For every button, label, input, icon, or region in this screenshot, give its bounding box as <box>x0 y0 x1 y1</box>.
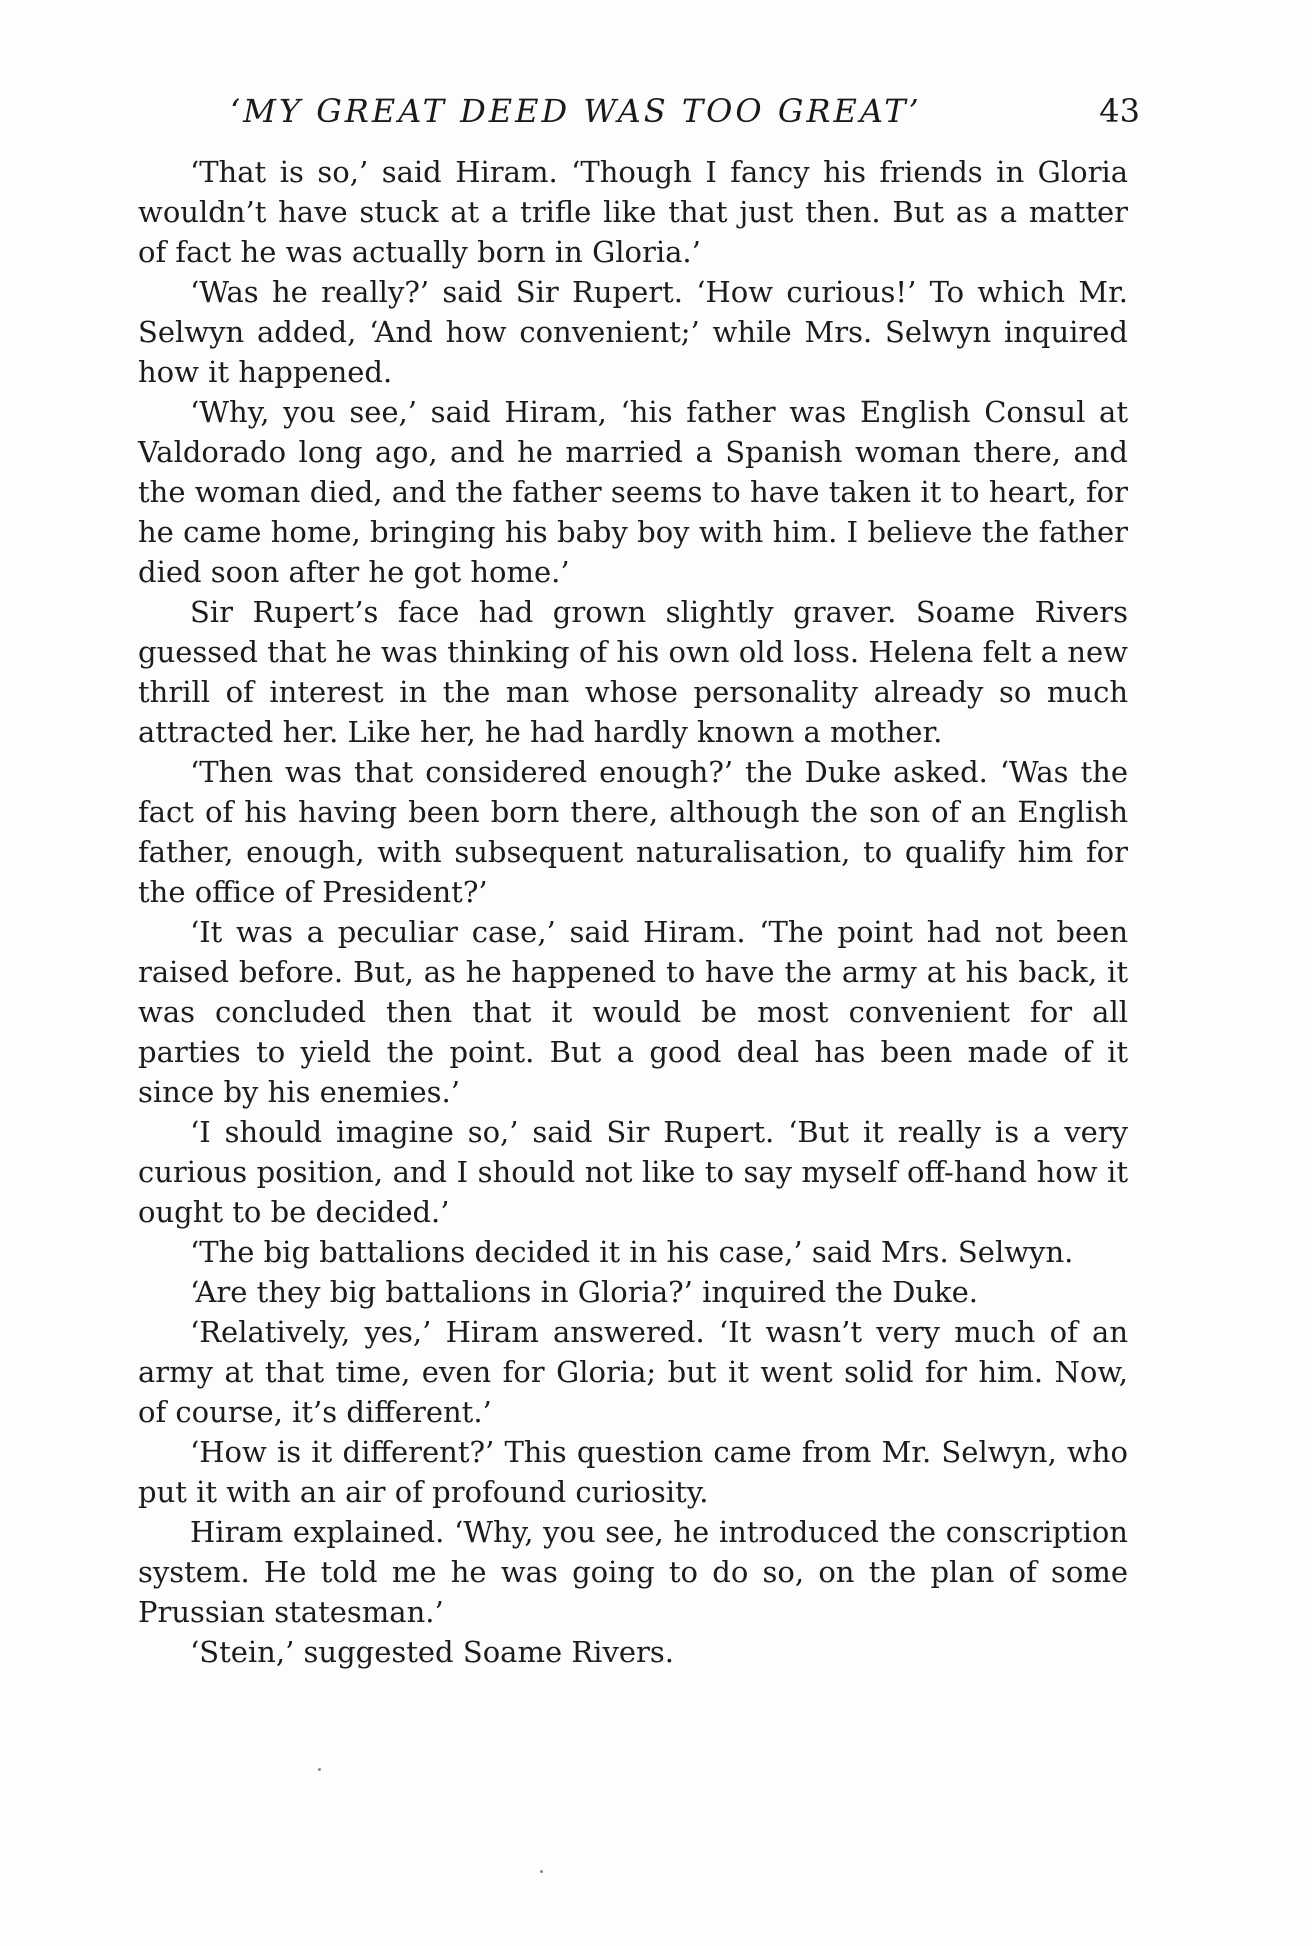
body-text <box>138 152 1128 1672</box>
paragraph: ‘Then was that considered enough?’ the Duke asked. ‘Was the fact of his having been born there, although the son of an English father, enough, with subsequent naturalisation, to qualify him for the office of President?’ <box>138 755 1128 909</box>
running-title: ‘MY GREAT DEED WAS TOO GREAT’ <box>230 92 922 130</box>
paragraph: ‘Are they big battalions in Gloria?’ inquired the Duke. <box>190 1275 978 1309</box>
paragraph: ‘Stein,’ suggested Soame Rivers. <box>190 1635 674 1669</box>
paragraph: ‘Why, you see,’ said Hiram, ‘his father was English Consul at Valdorado long ago, and he married a Spanish woman there, and the woman died, and the father seems to have taken it to heart, for he came home, bringing his baby boy with him. I believe the father died soon after he got home.’ <box>138 395 1128 589</box>
paragraph: Sir Rupert’s face had grown slightly graver. Soame Rivers guessed that he was thinking of his own old loss. Helena felt a new thrill of interest in the man whose personality already so much attracted her. Like her, he had hardly known a mother. <box>138 595 1128 749</box>
paragraph: ‘I should imagine so,’ said Sir Rupert. ‘But it really is a very curious position, and I should not like to say myself off-hand how it ought to be decided.’ <box>138 1115 1128 1229</box>
page-header <box>215 92 1140 138</box>
paragraph: ‘How is it different?’ This question came from Mr. Selwyn, who put it with an air of profound curiosity. <box>138 1435 1128 1509</box>
paragraph: ‘The big battalions decided it in his case,’ said Mrs. Selwyn. <box>190 1235 1074 1269</box>
paragraph: ‘That is so,’ said Hiram. ‘Though I fancy his friends in Gloria wouldn’t have stuck at a trifle like that just then. But as a matter of fact he was actually born in Gloria.’ <box>138 155 1128 269</box>
paragraph: ‘Was he really?’ said Sir Rupert. ‘How curious!’ To which Mr. Selwyn added, ‘And how convenient;’ while Mrs. Selwyn inquired how it happened. <box>138 275 1128 389</box>
page-number: 43 <box>1099 92 1140 130</box>
paper-speck <box>540 1870 543 1873</box>
paragraph: ‘Relatively, yes,’ Hiram answered. ‘It wasn’t very much of an army at that time, even for Gloria; but it went solid for him. Now, of course, it’s different.’ <box>138 1315 1128 1429</box>
paragraph: Hiram explained. ‘Why, you see, he introduced the conscription system. He told me he was going to do so, on the plan of some Prussian statesman.’ <box>138 1515 1128 1629</box>
paragraph: ‘It was a peculiar case,’ said Hiram. ‘The point had not been raised before. But, as he happened to have the army at his back, it was concluded then that it would be most convenient for all parties to yield the point. But a good deal has been made of it since by his enemies.’ <box>138 915 1128 1109</box>
paper-speck <box>318 1768 321 1771</box>
